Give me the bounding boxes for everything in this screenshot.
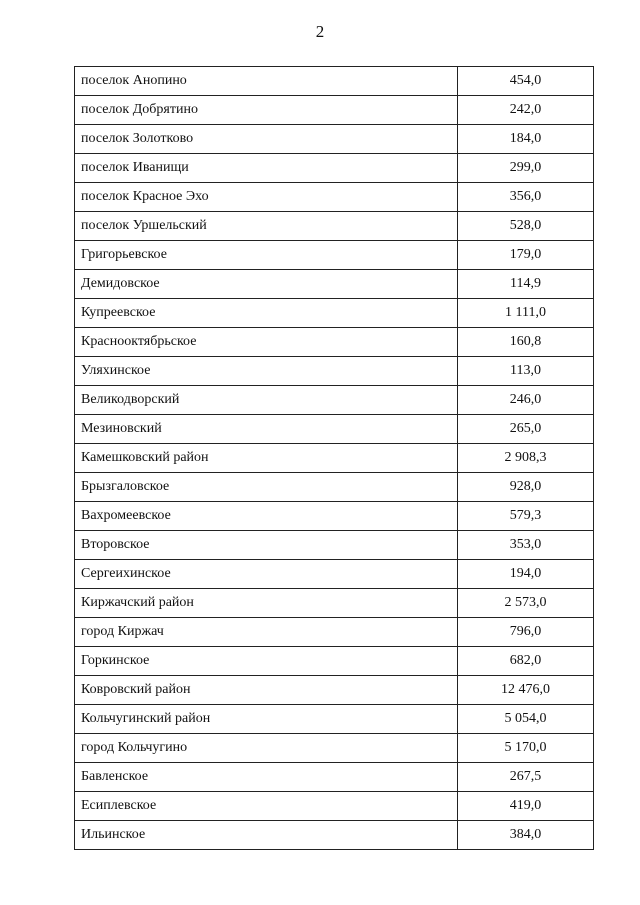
amount-value: 160,8 xyxy=(458,328,594,357)
table-row xyxy=(75,270,594,299)
municipality-name: поселок Иванищи xyxy=(75,154,458,183)
table-row xyxy=(75,386,594,415)
table-body xyxy=(75,67,594,850)
amount-value: 928,0 xyxy=(458,473,594,502)
municipality-name: поселок Золотково xyxy=(75,125,458,154)
amount-value: 5 054,0 xyxy=(458,705,594,734)
amount-value: 1 111,0 xyxy=(458,299,594,328)
municipality-name: Демидовское xyxy=(75,270,458,299)
municipality-name: Мезиновский xyxy=(75,415,458,444)
budget-table xyxy=(74,66,594,850)
municipality-name: Краснооктябрьское xyxy=(75,328,458,357)
municipality-name: Ильинское xyxy=(75,821,458,850)
municipality-name: Кольчугинский район xyxy=(75,705,458,734)
municipality-name: Великодворский xyxy=(75,386,458,415)
amount-value: 384,0 xyxy=(458,821,594,850)
table-row xyxy=(75,560,594,589)
municipality-name: Уляхинское xyxy=(75,357,458,386)
table-row xyxy=(75,125,594,154)
amount-value: 353,0 xyxy=(458,531,594,560)
municipality-name: город Киржач xyxy=(75,618,458,647)
amount-value: 113,0 xyxy=(458,357,594,386)
table-row xyxy=(75,763,594,792)
municipality-name: поселок Анопино xyxy=(75,67,458,96)
table-row xyxy=(75,531,594,560)
municipality-name: Сергеихинское xyxy=(75,560,458,589)
amount-value: 194,0 xyxy=(458,560,594,589)
municipality-name: Горкинское xyxy=(75,647,458,676)
municipality-name: поселок Добрятино xyxy=(75,96,458,125)
table-row xyxy=(75,415,594,444)
municipality-name: Камешковский район xyxy=(75,444,458,473)
amount-value: 246,0 xyxy=(458,386,594,415)
table-row xyxy=(75,502,594,531)
municipality-name: поселок Красное Эхо xyxy=(75,183,458,212)
municipality-name: город Кольчугино xyxy=(75,734,458,763)
table-row xyxy=(75,473,594,502)
amount-value: 265,0 xyxy=(458,415,594,444)
table-row xyxy=(75,444,594,473)
table-row xyxy=(75,357,594,386)
municipality-name: Вахромеевское xyxy=(75,502,458,531)
table-row xyxy=(75,241,594,270)
amount-value: 2 908,3 xyxy=(458,444,594,473)
municipality-name: Купреевское xyxy=(75,299,458,328)
table-row xyxy=(75,618,594,647)
amount-value: 114,9 xyxy=(458,270,594,299)
municipality-name: поселок Уршельский xyxy=(75,212,458,241)
municipality-name: Бавленское xyxy=(75,763,458,792)
amount-value: 796,0 xyxy=(458,618,594,647)
municipality-name: Ковровский район xyxy=(75,676,458,705)
municipality-name: Брызгаловское xyxy=(75,473,458,502)
amount-value: 419,0 xyxy=(458,792,594,821)
amount-value: 179,0 xyxy=(458,241,594,270)
table-row xyxy=(75,154,594,183)
table-row xyxy=(75,96,594,125)
municipality-name: Второвское xyxy=(75,531,458,560)
table-row xyxy=(75,676,594,705)
municipality-name: Есиплевское xyxy=(75,792,458,821)
amount-value: 454,0 xyxy=(458,67,594,96)
amount-value: 12 476,0 xyxy=(458,676,594,705)
amount-value: 579,3 xyxy=(458,502,594,531)
table-row xyxy=(75,328,594,357)
table-row xyxy=(75,212,594,241)
municipality-name: Григорьевское xyxy=(75,241,458,270)
amount-value: 682,0 xyxy=(458,647,594,676)
table-row xyxy=(75,589,594,618)
table-row xyxy=(75,821,594,850)
amount-value: 5 170,0 xyxy=(458,734,594,763)
amount-value: 299,0 xyxy=(458,154,594,183)
amount-value: 356,0 xyxy=(458,183,594,212)
table-row xyxy=(75,183,594,212)
table-row xyxy=(75,67,594,96)
table-row xyxy=(75,647,594,676)
table-row xyxy=(75,299,594,328)
amount-value: 267,5 xyxy=(458,763,594,792)
municipality-name: Киржачский район xyxy=(75,589,458,618)
table-row xyxy=(75,734,594,763)
page-number: 2 xyxy=(315,22,325,41)
amount-value: 184,0 xyxy=(458,125,594,154)
amount-value: 242,0 xyxy=(458,96,594,125)
table-row xyxy=(75,792,594,821)
amount-value: 2 573,0 xyxy=(458,589,594,618)
table-row xyxy=(75,705,594,734)
amount-value: 528,0 xyxy=(458,212,594,241)
